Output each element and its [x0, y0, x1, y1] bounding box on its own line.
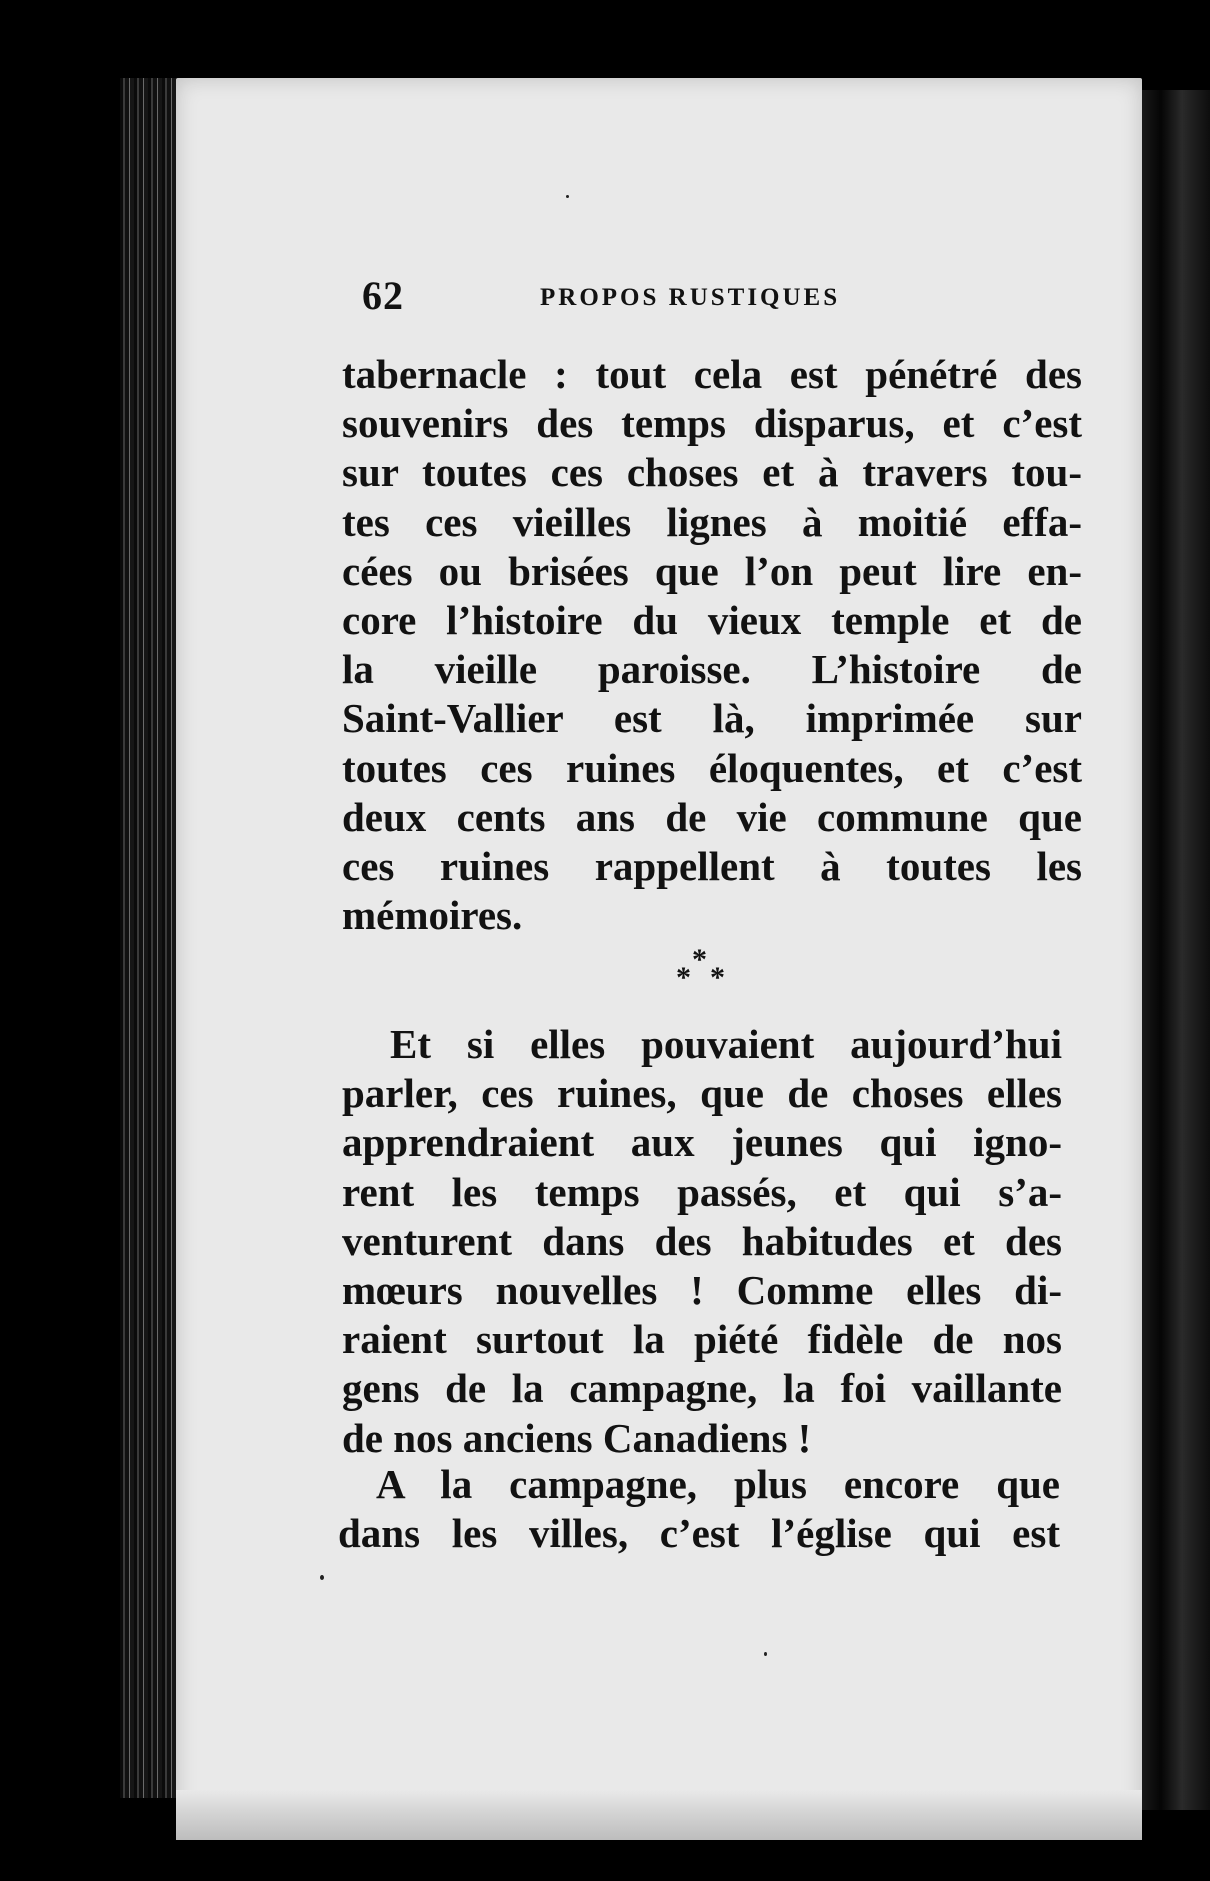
- asterism-star: *: [692, 943, 707, 976]
- text-line: sur toutes ces choses et à travers tou-: [342, 449, 1082, 496]
- text-line: cées ou brisées que l’on peut lire en-: [342, 547, 1082, 594]
- text-line: la vieille paroisse. L’histoire de: [342, 646, 1082, 693]
- text-line: deux cents ans de vie commune que: [342, 793, 1082, 840]
- text-line: A la campagne, plus encore que: [376, 1461, 1060, 1507]
- text-line: tes ces vieilles lignes à moitié effa-: [342, 498, 1082, 545]
- asterism-star: *: [710, 961, 725, 994]
- text-line: rent les temps passés, et qui s’a-: [342, 1168, 1062, 1215]
- text-line: de nos anciens Canadiens !: [342, 1414, 812, 1461]
- page-bottom-edge: [176, 1790, 1142, 1840]
- page-number: 62: [362, 273, 404, 318]
- text-line: tabernacle : tout cela est pénétré des: [342, 351, 1082, 397]
- text-line: Et si elles pouvaient aujourd’hui: [390, 1021, 1062, 1067]
- text-line: souvenirs des temps disparus, et c’est: [342, 400, 1082, 447]
- text-line: parler, ces ruines, que de choses elles: [342, 1070, 1062, 1117]
- dust-speck: [320, 1575, 324, 1580]
- text-line: core l’histoire du vieux temple et de: [342, 596, 1082, 643]
- text-line: apprendraient aux jeunes qui igno-: [342, 1119, 1062, 1166]
- text-line: toutes ces ruines éloquentes, et c’est: [342, 744, 1082, 791]
- page-sheet: [176, 78, 1142, 1838]
- asterism-separator: [670, 945, 730, 1005]
- text-line: ces ruines rappellent à toutes les: [342, 842, 1082, 889]
- book-gutter: [120, 78, 180, 1798]
- paragraph-1: [342, 350, 1082, 940]
- text-line: raient surtout la piété fidèle de nos: [342, 1316, 1062, 1363]
- running-head: PROPOS RUSTIQUES: [540, 284, 841, 311]
- text-line: mémoires.: [342, 892, 523, 939]
- dust-speck: [566, 195, 569, 198]
- text-line: Saint-Vallier est là, imprimée sur: [342, 695, 1082, 742]
- paragraph-2: [342, 1020, 1062, 1463]
- paragraph-3: [338, 1460, 1060, 1558]
- page-header: [362, 272, 1062, 332]
- dust-speck: [764, 1652, 767, 1656]
- asterism-star: *: [676, 961, 691, 994]
- text-line: venturent dans des habitudes et des: [342, 1217, 1062, 1264]
- text-line: gens de la campagne, la foi vaillante: [342, 1365, 1062, 1412]
- text-line: dans les villes, c’est l’église qui est: [338, 1510, 1060, 1557]
- book-edge-right: [1140, 90, 1210, 1810]
- text-line: mœurs nouvelles ! Comme elles di-: [342, 1266, 1062, 1313]
